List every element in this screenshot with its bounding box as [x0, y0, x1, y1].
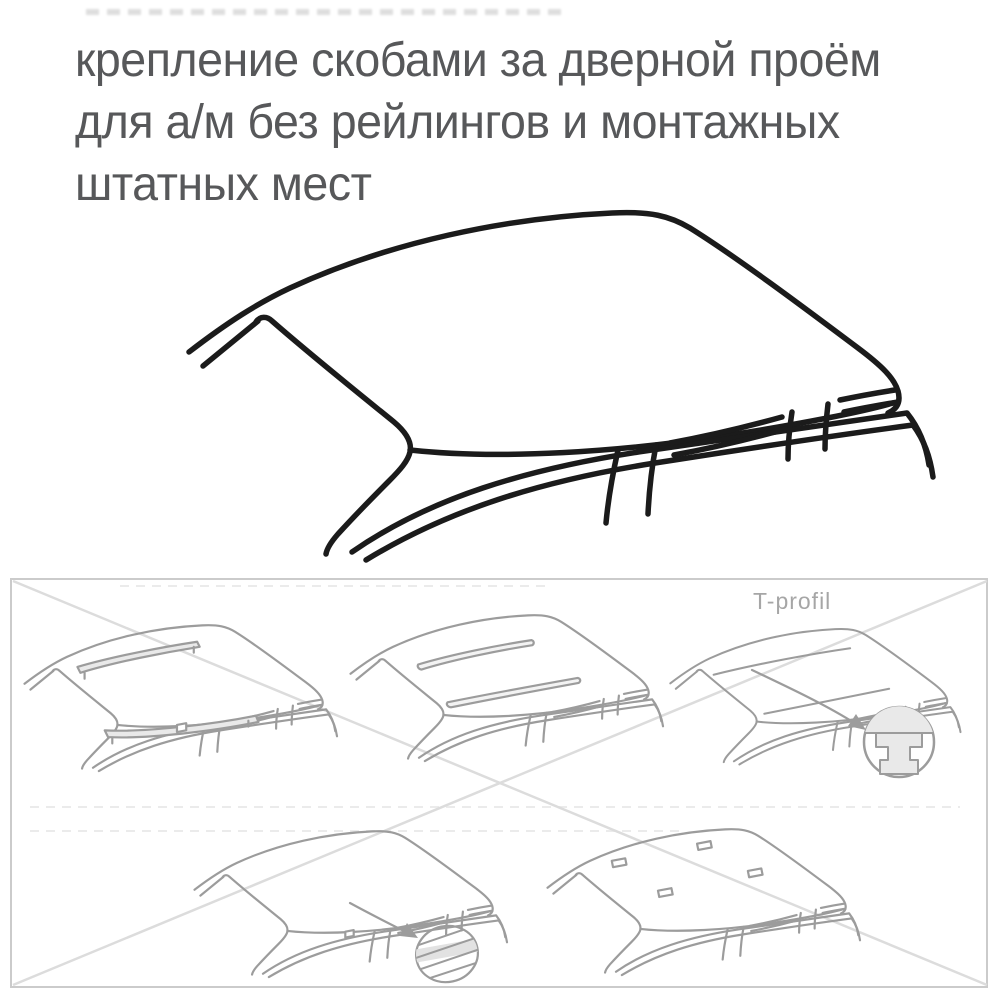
title-line-2: для а/м без рейлингов и монтажных [75, 96, 840, 149]
roof-with-fixpoint-holes-icon [548, 829, 860, 975]
title-line-3: штатных мест [75, 158, 372, 211]
car-roof-door-frame-clamp-drawing [189, 213, 933, 560]
roof-with-covered-fixpoint-icon [195, 831, 507, 990]
t-profil-label: T-profil [753, 588, 832, 614]
t-profile-detail-circle [864, 706, 934, 777]
arrow-line [752, 670, 856, 724]
title-line-1: крепление скобами за дверной проём [75, 34, 881, 87]
roof-with-raised-railings-icon [25, 625, 337, 771]
arrow-line [350, 903, 408, 933]
